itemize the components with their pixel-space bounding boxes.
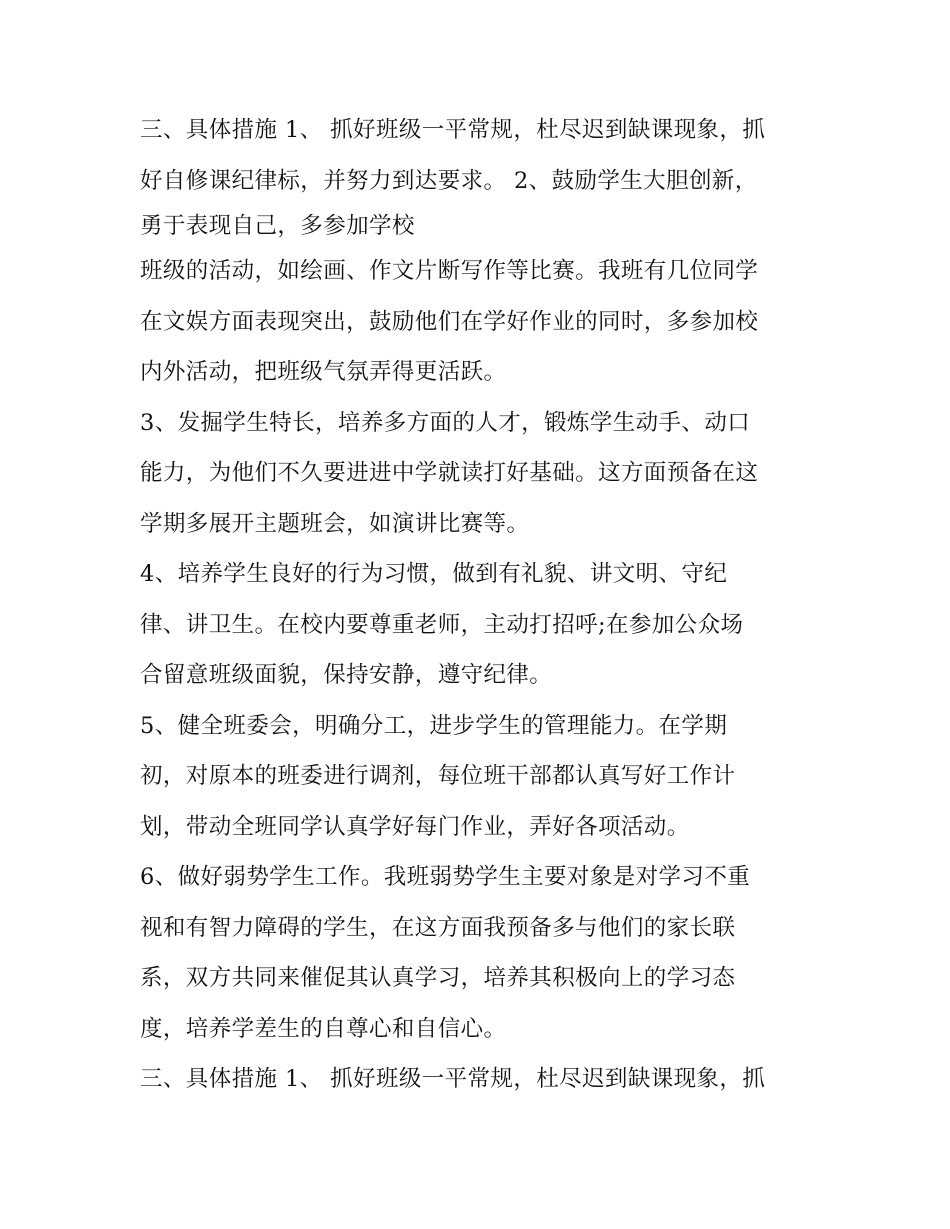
text-line: 5、健全班委会，明确分工，进步学生的管理能力。在学期	[140, 712, 728, 739]
text-line: 好自修课纪律标，并努力到达要求。 2、鼓励学生大胆创新，	[140, 167, 758, 194]
text-line: 初，对原本的班委进行调剂，每位班干部都认真写好工作计	[140, 763, 736, 789]
text-line: 合留意班级面貌，保持安静，遵守纪律。	[140, 662, 553, 688]
text-line: 班级的活动，如绘画、作文片断写作等比赛。我班有几位同学	[140, 258, 759, 284]
text-line: 在文娱方面表现突出，鼓励他们在学好作业的同时，多参加校	[140, 308, 759, 335]
document-body	[140, 105, 830, 1105]
text-line: 三、具体措施 1、 抓好班级一平常规，杜尽迟到缺课现象，抓	[140, 1066, 766, 1092]
text-line: 视和有智力障碍的学生，在这方面我预备多与他们的家长联	[140, 914, 736, 941]
text-line: 6、做好弱势学生工作。我班弱势学生主要对象是对学习不重	[140, 864, 751, 890]
text-line: 4、培养学生良好的行为习惯，做到有礼貌、讲文明、守纪	[140, 561, 728, 587]
text-line: 能力，为他们不久要进进中学就读打好基础。这方面预备在这	[140, 460, 759, 486]
text-line: 内外活动，把班级气氛弄得更活跃。	[140, 359, 507, 385]
text-line: 3、发掘学生特长，培养多方面的人才，锻炼学生动手、动口	[140, 409, 751, 436]
text-line: 划，带动全班同学认真学好每门作业，弄好各项活动。	[140, 813, 690, 840]
text-line: 学期多展开主题班会，如演讲比赛等。	[140, 510, 530, 537]
text-line: 度，培养学差生的自尊心和自信心。	[140, 1015, 507, 1042]
text-line: 三、具体措施 1、 抓好班级一平常规，杜尽迟到缺课现象，抓	[140, 117, 766, 143]
text-line: 勇于表现自己，多参加学校	[140, 213, 415, 239]
text-line: 系，双方共同来催促其认真学习，培养其积极向上的学习态	[140, 965, 736, 991]
text-line: 律、讲卫生。在校内要尊重老师，主动打招呼;在参加公众场	[140, 611, 744, 638]
